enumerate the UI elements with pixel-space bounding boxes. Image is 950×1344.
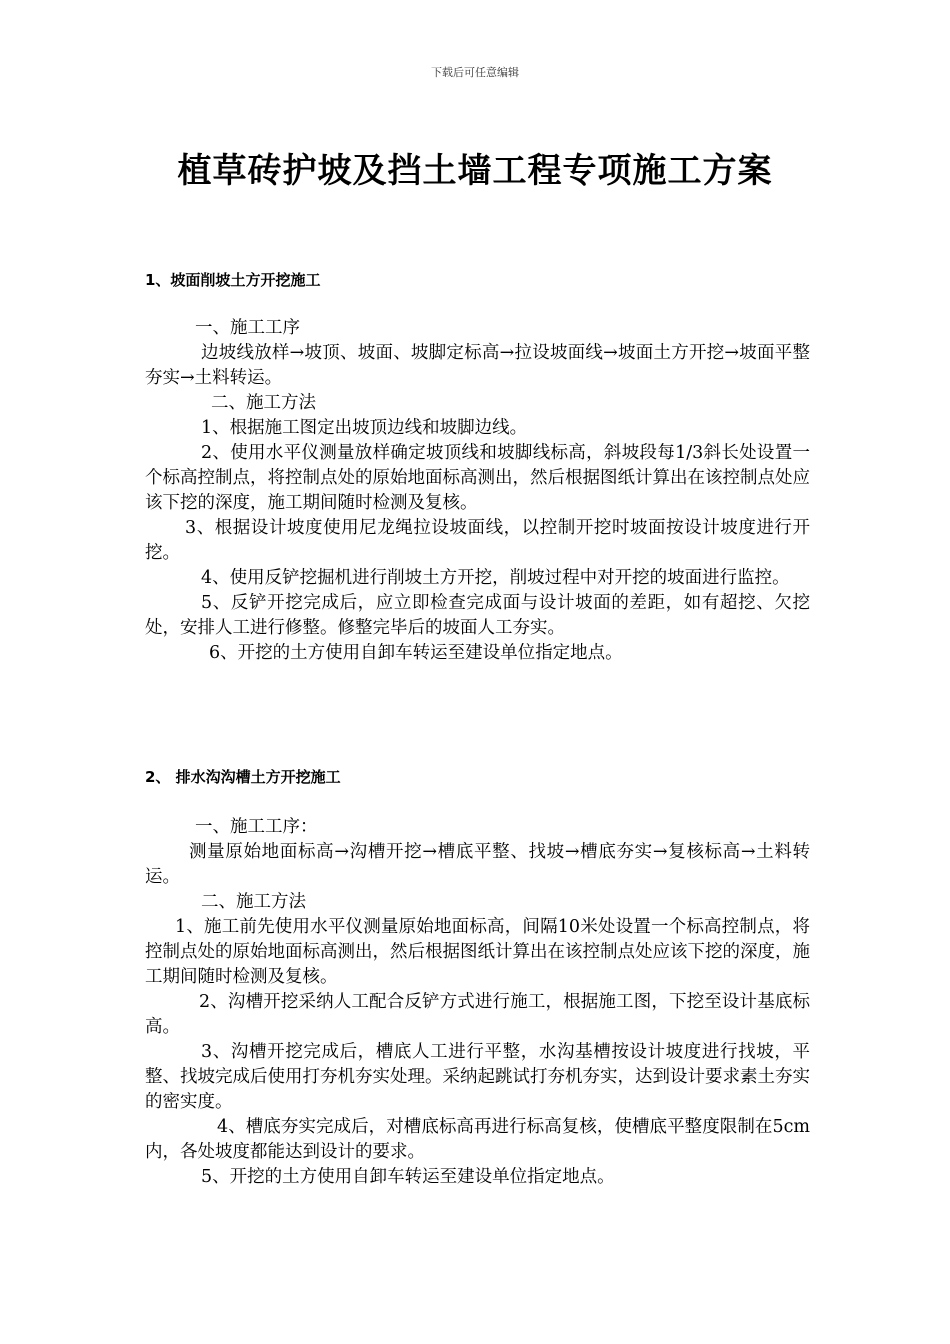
section-1-subheading-procedure: 一、施工工序 <box>195 318 300 338</box>
section-1-item-6: 6、开挖的土方使用自卸车转运至建设单位指定地点。 <box>209 643 623 663</box>
section-1-item-2: 2、使用水平仪测量放样确定坡顶线和坡脚线标高，斜坡段每1/3斜长处设置一个标高控制点，将控制点处的原始地面标高测出，然后根据图纸计算出在该控制点处应该下挖的深度，施工期间随时检测及复核。 <box>145 443 810 513</box>
section-1-item-1: 1、根据施工图定出坡顶边线和坡脚边线。 <box>201 418 528 438</box>
header-note: 下载后可任意编辑 <box>431 66 519 79</box>
section-2-item-3: 3、沟槽开挖完成后，槽底人工进行平整，水沟基槽按设计坡度进行找坡，平整、找坡完成后使用打夯机夯实处理。采纳起跳试打夯机夯实，达到设计要求素土夯实的密实度。 <box>145 1042 810 1112</box>
section-2-subheading-procedure: 一、施工工序： <box>195 817 318 837</box>
section-1-item-3: 3、根据设计坡度使用尼龙绳拉设坡面线，以控制开挖时坡面按设计坡度进行开挖。 <box>145 518 810 563</box>
section-1-item-5: 5、反铲开挖完成后，应立即检查完成面与设计坡面的差距，如有超挖、欠挖处，安排人工进行修整。修整完毕后的坡面人工夯实。 <box>145 593 810 638</box>
section-1-item-4: 4、使用反铲挖掘机进行削坡土方开挖，削坡过程中对开挖的坡面进行监控。 <box>201 568 790 588</box>
section-1-body <box>145 316 810 666</box>
section-2-item-4: 4、槽底夯实完成后，对槽底标高再进行标高复核，使槽底平整度限制在5cm内，各处坡度都能达到设计的要求。 <box>145 1117 810 1162</box>
section-1-subheading-method: 二、施工方法 <box>211 393 316 413</box>
section-2-subheading-method: 二、施工方法 <box>201 892 306 912</box>
section-2-body <box>145 815 810 1190</box>
section-2-sequence: 测量原始地面标高→沟槽开挖→槽底平整、找坡→槽底夯实→复核标高→土料转运。 <box>145 842 810 887</box>
section-1-sequence: 边坡线放样→坡顶、坡面、坡脚定标高→拉设坡面线→坡面土方开挖→坡面平整夯实→土料转运。 <box>145 343 810 388</box>
section-1-heading: 1、坡面削坡土方开挖施工 <box>145 271 321 289</box>
section-2-item-5: 5、开挖的土方使用自卸车转运至建设单位指定地点。 <box>201 1167 615 1187</box>
section-2-heading: 2、 排水沟沟槽土方开挖施工 <box>145 768 341 786</box>
section-2-item-1: 1、施工前先使用水平仪测量原始地面标高，间隔10米处设置一个标高控制点，将控制点处的原始地面标高测出，然后根据图纸计算出在该控制点处应该下挖的深度，施工期间随时检测及复核。 <box>145 917 810 987</box>
section-2-item-2: 2、沟槽开挖采纳人工配合反铲方式进行施工，根据施工图，下挖至设计基底标高。 <box>145 992 810 1037</box>
document-title: 植草砖护坡及挡土墙工程专项施工方案 <box>177 151 773 191</box>
